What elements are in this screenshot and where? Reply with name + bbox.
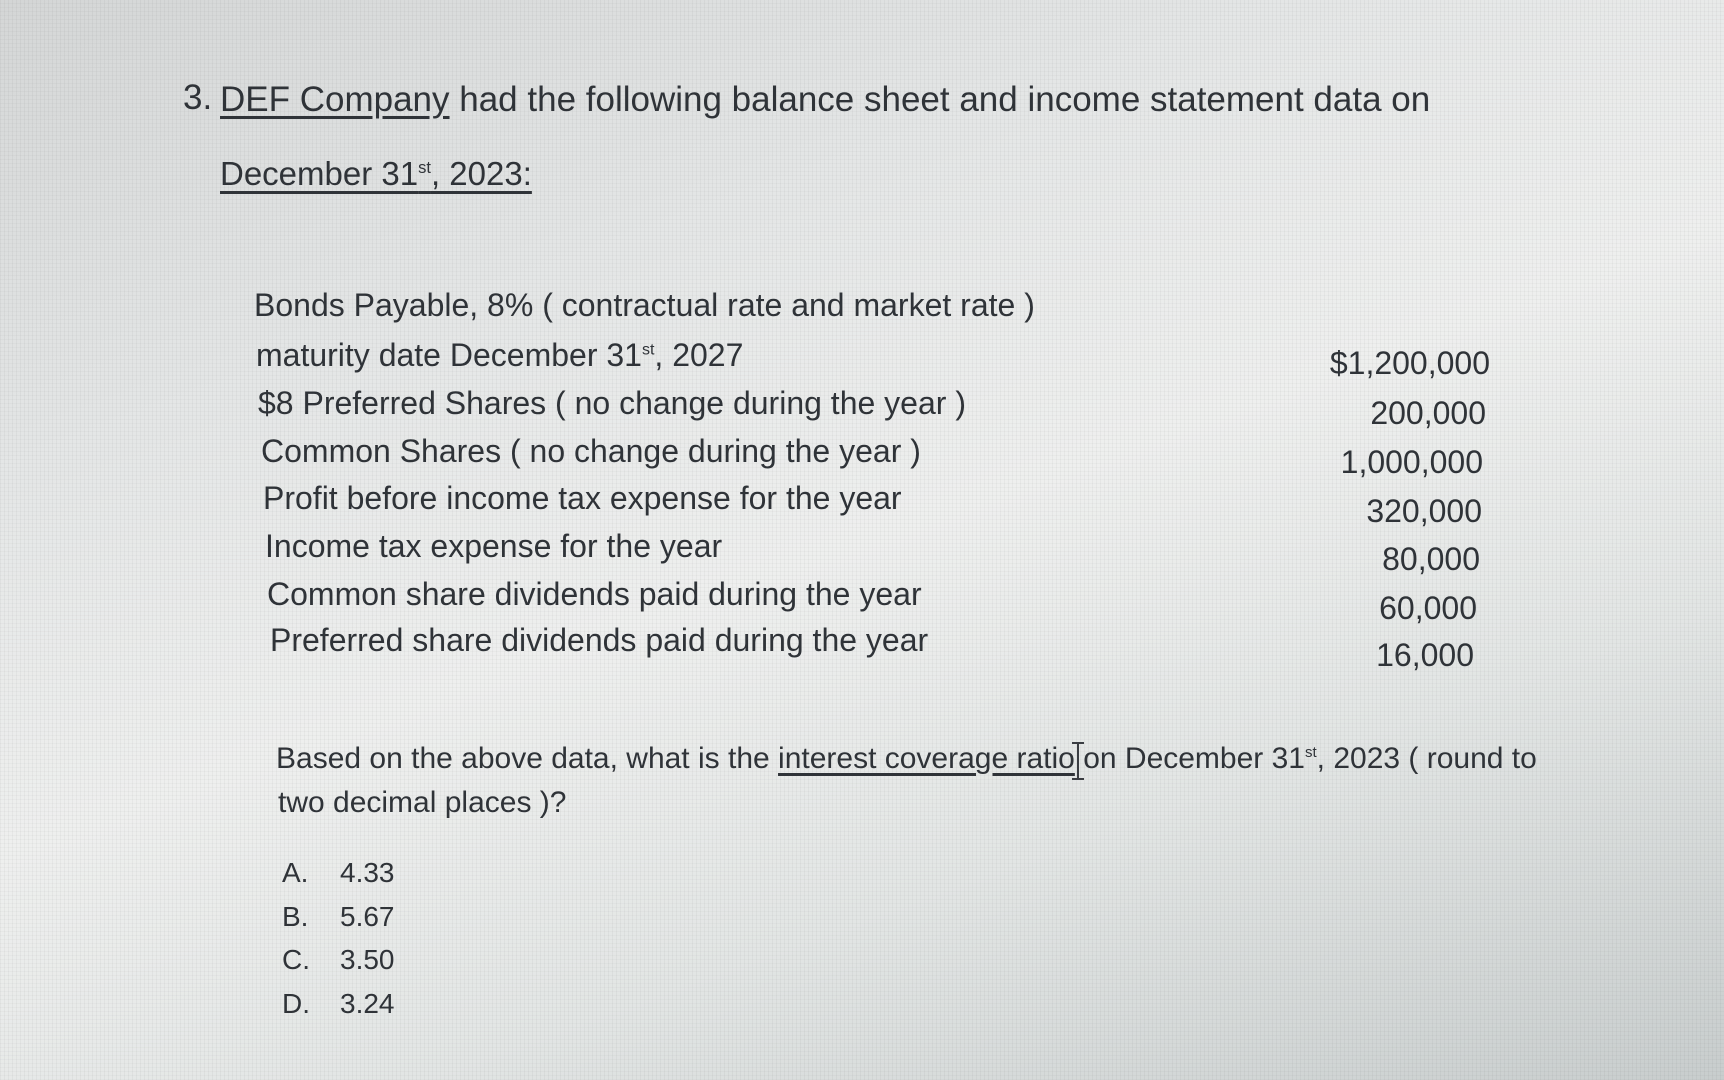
item-label-preferred-shares: $8 Preferred Shares ( no change during the year ) [258,385,966,421]
interest-coverage-term: interest coverage ratio [778,742,1075,775]
item-label-preferred-dividends: Preferred share dividends paid during the year [270,622,929,658]
item-value-bonds: $1,200,000 [1329,345,1490,381]
text-cursor-icon [1071,742,1085,780]
item-value-income-tax: 80,000 [1382,541,1480,577]
question-number: 3. [183,78,213,117]
option-b: B. 5.67 [282,901,395,932]
item-label-common-dividends: Common share dividends paid during the year [267,576,922,612]
option-a: A. 4.33 [282,857,395,888]
question-heading [220,80,1430,120]
item-value-common-dividends: 60,000 [1379,590,1477,626]
company-name: DEF Company [220,80,450,119]
item-value-profit-before-tax: 320,000 [1366,493,1482,529]
question-prompt: Based on the above data, what is the interest coverage ratio on December 31st, 2023 ( round to [276,742,1537,775]
item-value-preferred-shares: 200,000 [1370,395,1486,431]
question-prompt-line2: two decimal places )? [278,786,567,819]
item-value-preferred-dividends: 16,000 [1376,637,1474,673]
item-label-income-tax: Income tax expense for the year [265,528,723,564]
item-label-bonds: Bonds Payable, 8% ( contractual rate and market rate ) [254,287,1035,323]
item-label-bonds-maturity: maturity date December 31st, 2027 [256,337,744,373]
item-label-profit-before-tax: Profit before income tax expense for the year [263,480,902,516]
item-label-common-shares: Common Shares ( no change during the year ) [261,433,921,469]
option-c: C. 3.50 [282,944,395,975]
item-value-common-shares: 1,000,000 [1340,444,1483,480]
option-d: D. 3.24 [282,988,395,1019]
statement-date: December 31st, 2023: [220,155,532,192]
heading-intro: had the following balance sheet and income statement data on [449,80,1431,119]
